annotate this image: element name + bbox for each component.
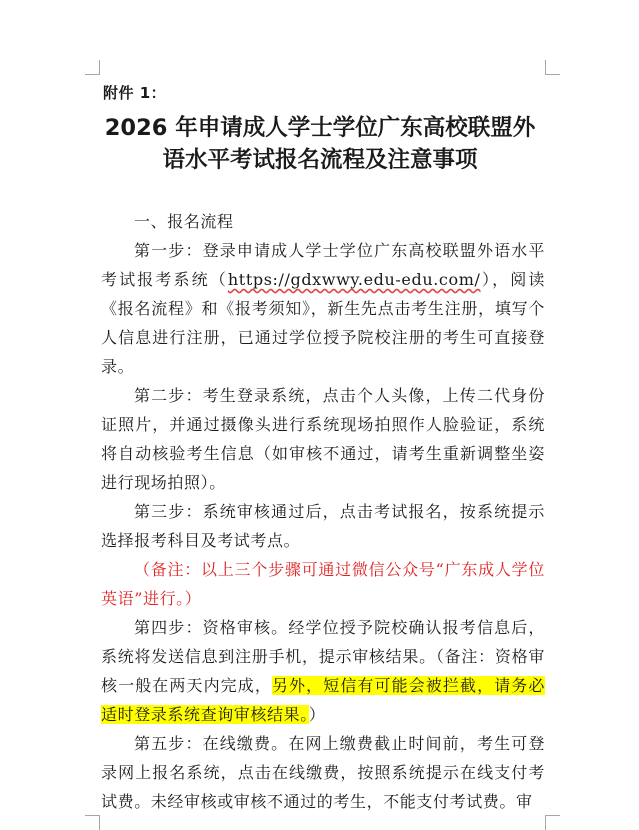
section-heading: 一、报名流程 [134, 212, 234, 231]
step-1-text-before: 第一步：登录申请成人学士学位广东高校联盟外语水平考试报考系统（ [101, 241, 545, 289]
crop-mark-top-right [545, 60, 560, 75]
title-line-1: 2026 年申请成人学士学位广东高校联盟外 [104, 115, 536, 141]
step-4-paragraph [101, 613, 545, 729]
crop-mark-bottom-right [545, 815, 560, 830]
crop-mark-top-left [85, 60, 100, 75]
crop-mark-bottom-left [85, 815, 100, 830]
step-4-text: 第四步：资格审核。经学位授予院校确认报考信息后，系统将发送信息到注册手机，提示审核结果。（备注：资格审核一般在两天内完成， [101, 618, 545, 695]
step-2-paragraph: 第二步：考生登录系统，点击个人头像，上传二代身份证照片，并通过摄像头进行系统现场拍照作人脸验证，系统将自动核验考生信息（如审核不通过，请考生重新调整坐姿进行现场拍照）。 [101, 386, 545, 492]
attachment-label: 附件 1： [103, 84, 167, 102]
title-line-2: 语水平考试报名流程及注意事项 [162, 147, 478, 173]
step-5-paragraph: 第五步：在线缴费。在网上缴费截止时间前，考生可登录网上报名系统，点击在线缴费，按照系统提示在线支付考试费。未经审核或审核不通过的考生，不能支付考试费。审 [101, 734, 545, 811]
document-title [100, 112, 540, 176]
highlighted-warning: 另外，短信有可能会被拦截，请务必适时登录系统查询审核结果。 [101, 676, 545, 724]
step-1-paragraph [101, 236, 545, 381]
registration-url-link[interactable]: https://gdxwwy.edu-edu.com/ [227, 270, 481, 289]
document-body [101, 207, 545, 816]
step-4-end: ） [308, 705, 326, 724]
wechat-note: （备注：以上三个步骤可通过微信公众号“广东成人学位英语”进行。） [101, 560, 545, 608]
step-3-paragraph: 第三步：系统审核通过后，点击考试报名，按系统提示选择报考科目及考试考点。 [101, 502, 545, 550]
step-1-text-after: ），阅读《报名流程》和《报考须知》，新生先点击考生注册，填写个人信息进行注册，已通过学位授予院校注册的考生可直接登录。 [101, 270, 545, 376]
